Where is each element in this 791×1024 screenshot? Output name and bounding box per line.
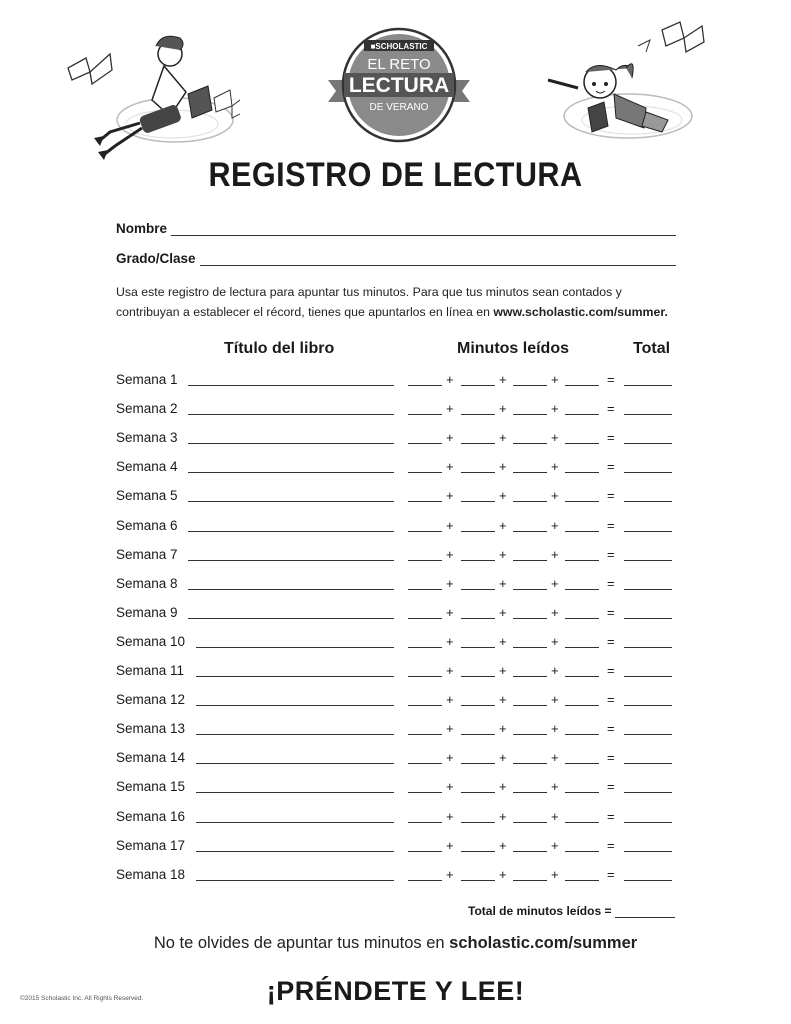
week-label: Semana 9 [116,604,178,620]
equals-sign: = [607,546,615,562]
equals-sign: = [607,808,615,824]
book-title-line[interactable] [188,560,394,561]
minutes-slot[interactable] [461,414,495,415]
book-title-line[interactable] [196,763,394,764]
minutes-slot[interactable] [565,851,599,852]
log-row [116,547,676,565]
plus-sign: + [551,866,559,882]
equals-sign: = [607,633,615,649]
log-row [116,663,676,681]
minutes-slot[interactable] [513,385,547,386]
log-row [116,605,676,623]
minutes-slot[interactable] [461,501,495,502]
grand-total-line[interactable] [615,905,675,918]
intro-paragraph [116,282,681,322]
badge-line-1: EL RETO [367,56,431,73]
book-title-line[interactable] [188,618,394,619]
book-title-line[interactable] [196,792,394,793]
minutes-slot[interactable] [461,385,495,386]
book-title-line[interactable] [196,851,394,852]
plus-sign: + [446,401,454,417]
girl-reading-illustration [528,16,728,156]
plus-sign: + [551,808,559,824]
book-title-line[interactable] [196,705,394,706]
week-total-slot[interactable] [624,560,672,561]
week-label: Semana 16 [116,808,186,824]
minutes-slot[interactable] [408,531,442,532]
plus-sign: + [446,692,454,708]
week-label: Semana 5 [116,488,178,504]
flying-book-icon [662,22,704,52]
plus-sign: + [499,575,507,591]
minutes-slot[interactable] [513,472,547,473]
plus-sign: + [551,372,559,387]
minutes-slot[interactable] [565,705,599,706]
book-title-line[interactable] [196,676,394,677]
minutes-slot[interactable] [513,560,547,561]
minutes-slot[interactable] [513,851,547,852]
plus-sign: + [551,604,559,620]
scholastic-logo: ■SCHOLASTIC [370,42,428,51]
plus-sign: + [446,575,454,591]
log-row [116,459,676,477]
plus-sign: + [446,633,454,649]
minutes-slot[interactable] [513,822,547,823]
minutes-slot[interactable] [565,792,599,793]
plus-sign: + [551,459,559,475]
log-row [116,372,676,390]
log-row [116,809,676,827]
minutes-slot[interactable] [565,763,599,764]
equals-sign: = [607,837,615,853]
minutes-slot[interactable] [565,676,599,677]
log-row [116,401,676,419]
minutes-slot[interactable] [408,618,442,619]
book-title-line[interactable] [188,501,394,502]
week-label: Semana 11 [116,663,185,678]
plus-sign: + [446,430,454,446]
plus-sign: + [446,837,454,853]
equals-sign: = [607,663,615,678]
minutes-slot[interactable] [513,531,547,532]
minutes-slot[interactable] [408,560,442,561]
plus-sign: + [551,575,559,591]
week-total-slot[interactable] [624,705,672,706]
plus-sign: + [499,546,507,562]
minutes-slot[interactable] [408,792,442,793]
log-row [116,838,676,856]
minutes-slot[interactable] [408,647,442,648]
plus-sign: + [551,546,559,562]
equals-sign: = [607,517,615,533]
minutes-slot[interactable] [408,763,442,764]
minutes-slot[interactable] [513,763,547,764]
plus-sign: + [499,633,507,649]
column-header-total: Total [633,340,671,357]
week-total-slot[interactable] [624,822,672,823]
week-total-slot[interactable] [624,618,672,619]
intro-url: www.scholastic.com/summer. [493,305,668,319]
minutes-slot[interactable] [461,472,495,473]
week-label: Semana 10 [116,633,186,649]
minutes-slot[interactable] [461,705,495,706]
minutes-slot[interactable] [513,792,547,793]
plus-sign: + [551,663,559,678]
plus-sign: + [499,866,507,882]
minutes-slot[interactable] [565,472,599,473]
page-title: REGISTRO DE LECTURA [208,156,583,194]
book-title-line[interactable] [196,647,394,648]
badge-line-3: DE VERANO [369,102,429,113]
minutes-slot[interactable] [565,443,599,444]
plus-sign: + [446,604,454,620]
plus-sign: + [499,692,507,708]
plus-sign: + [499,517,507,533]
reminder-body: No te olvides de apuntar tus minutos en [153,934,450,952]
minutes-slot[interactable] [565,734,599,735]
minutes-slot[interactable] [408,443,442,444]
week-label: Semana 14 [116,750,186,766]
minutes-slot[interactable] [408,851,442,852]
plus-sign: + [446,663,454,678]
log-row [116,488,676,506]
reading-challenge-badge [326,26,472,144]
minutes-slot[interactable] [408,472,442,473]
plus-sign: + [446,866,454,882]
minutes-slot[interactable] [461,589,495,590]
plus-sign: + [551,430,559,446]
week-label: Semana 18 [116,866,186,882]
plus-sign: + [551,488,559,504]
week-total-slot[interactable] [624,385,672,386]
minutes-slot[interactable] [565,589,599,590]
minutes-slot[interactable] [565,501,599,502]
plus-sign: + [446,488,454,504]
plus-sign: + [499,663,507,678]
book-title-line[interactable] [196,822,394,823]
minutes-slot[interactable] [461,851,495,852]
minutes-slot[interactable] [565,531,599,532]
week-label: Semana 15 [116,779,186,795]
plus-sign: + [446,721,454,737]
minutes-slot[interactable] [408,589,442,590]
plus-sign: + [551,721,559,737]
plus-sign: + [551,750,559,766]
equals-sign: = [607,401,615,417]
log-row [116,779,676,797]
week-label: Semana 17 [116,837,186,853]
week-total-slot[interactable] [624,880,672,881]
book-title-line[interactable] [188,472,394,473]
minutes-slot[interactable] [461,531,495,532]
minutes-slot[interactable] [408,822,442,823]
minutes-slot[interactable] [461,618,495,619]
class-label: Grado/Clase [116,251,196,266]
minutes-slot[interactable] [461,647,495,648]
week-total-slot[interactable] [624,414,672,415]
plus-sign: + [499,721,507,737]
badge-line-2: LECTURA [348,74,450,97]
minutes-slot[interactable] [513,734,547,735]
log-row [116,867,676,885]
copyright: ©2015 Scholastic Inc. All Rights Reserved. [20,995,144,1002]
open-book-icon [214,90,240,118]
week-total-slot[interactable] [624,501,672,502]
week-label: Semana 1 [116,372,178,387]
plus-sign: + [446,808,454,824]
plus-sign: + [499,808,507,824]
book-title-line[interactable] [188,443,394,444]
minutes-slot[interactable] [408,880,442,881]
minutes-slot[interactable] [461,734,495,735]
reminder-url: scholastic.com/summer [449,934,638,952]
plus-sign: + [499,837,507,853]
minutes-slot[interactable] [565,822,599,823]
minutes-slot[interactable] [408,414,442,415]
slogan: ¡PRÉNDETE Y LEE! [266,976,525,1006]
plus-sign: + [551,837,559,853]
plus-sign: + [551,517,559,533]
week-label: Semana 13 [116,721,186,737]
minutes-slot[interactable] [461,560,495,561]
minutes-slot[interactable] [565,647,599,648]
minutes-slot[interactable] [513,647,547,648]
minutes-slot[interactable] [408,385,442,386]
week-label: Semana 4 [116,459,178,475]
plus-sign: + [499,488,507,504]
plus-sign: + [446,750,454,766]
week-total-slot[interactable] [624,531,672,532]
equals-sign: = [607,372,615,387]
boy-reading-illustration [60,28,240,163]
minutes-slot[interactable] [513,705,547,706]
minutes-slot[interactable] [408,734,442,735]
minutes-slot[interactable] [408,676,442,677]
minutes-slot[interactable] [461,676,495,677]
week-total-slot[interactable] [624,676,672,677]
plus-sign: + [551,401,559,417]
minutes-slot[interactable] [461,763,495,764]
plus-sign: + [446,779,454,795]
minutes-slot[interactable] [565,385,599,386]
class-field[interactable] [116,246,676,266]
minutes-slot[interactable] [461,443,495,444]
grand-total-label: Total de minutos leídos = [468,904,612,918]
log-row [116,430,676,448]
minutes-slot[interactable] [461,792,495,793]
column-header-book: Título del libro [224,340,335,357]
plus-sign: + [446,372,454,387]
plus-sign: + [499,750,507,766]
plus-sign: + [499,779,507,795]
equals-sign: = [607,692,615,708]
plus-sign: + [499,401,507,417]
name-line[interactable] [171,221,676,236]
name-field[interactable] [116,216,676,236]
minutes-slot[interactable] [513,589,547,590]
minutes-slot[interactable] [513,443,547,444]
week-total-slot[interactable] [624,647,672,648]
minutes-slot[interactable] [408,705,442,706]
week-total-slot[interactable] [624,851,672,852]
plus-sign: + [499,372,507,387]
book-title-line[interactable] [188,531,394,532]
plus-sign: + [499,604,507,620]
log-row [116,692,676,710]
equals-sign: = [607,779,615,795]
class-line[interactable] [200,251,676,266]
grand-total [468,904,675,918]
minutes-slot[interactable] [513,501,547,502]
week-label: Semana 8 [116,575,178,591]
week-label: Semana 12 [116,692,186,708]
log-row [116,634,676,652]
plus-sign: + [551,779,559,795]
equals-sign: = [607,866,615,882]
plus-sign: + [499,459,507,475]
minutes-slot[interactable] [565,880,599,881]
plus-sign: + [499,430,507,446]
plus-sign: + [551,692,559,708]
book-title-line[interactable] [196,734,394,735]
reminder-text [0,934,791,953]
week-label: Semana 6 [116,517,178,533]
minutes-slot[interactable] [513,676,547,677]
equals-sign: = [607,459,615,475]
equals-sign: = [607,575,615,591]
log-row [116,750,676,768]
log-row [116,576,676,594]
week-label: Semana 7 [116,546,178,562]
week-total-slot[interactable] [624,792,672,793]
equals-sign: = [607,721,615,737]
equals-sign: = [607,488,615,504]
minutes-slot[interactable] [513,880,547,881]
plus-sign: + [446,459,454,475]
book-title-line[interactable] [188,385,394,386]
minutes-slot[interactable] [408,501,442,502]
minutes-slot[interactable] [565,618,599,619]
week-total-slot[interactable] [624,734,672,735]
equals-sign: = [607,750,615,766]
week-total-slot[interactable] [624,443,672,444]
minutes-slot[interactable] [513,618,547,619]
column-header-minutes: Minutos leídos [457,340,569,357]
equals-sign: = [607,430,615,446]
minutes-slot[interactable] [565,560,599,561]
equals-sign: = [607,604,615,620]
week-total-slot[interactable] [624,472,672,473]
name-label: Nombre [116,221,168,236]
plus-sign: + [446,517,454,533]
plus-sign: + [551,633,559,649]
minutes-slot[interactable] [565,414,599,415]
minutes-slot[interactable] [461,880,495,881]
minutes-slot[interactable] [461,822,495,823]
minutes-slot[interactable] [513,414,547,415]
week-total-slot[interactable] [624,763,672,764]
week-label: Semana 2 [116,401,178,417]
book-title-line[interactable] [196,880,394,881]
intro-text: Usa este registro de lectura para apuntar tus minutos. Para que tus minutos sean contados y contribuyan a establecer el récord, tienes que apuntarlos en línea en [116,285,622,319]
log-row [116,518,676,536]
flying-book-icon [68,54,112,84]
log-row [116,721,676,739]
week-total-slot[interactable] [624,589,672,590]
week-label: Semana 3 [116,430,178,446]
book-title-line[interactable] [188,589,394,590]
book-title-line[interactable] [188,414,394,415]
plus-sign: + [446,546,454,562]
